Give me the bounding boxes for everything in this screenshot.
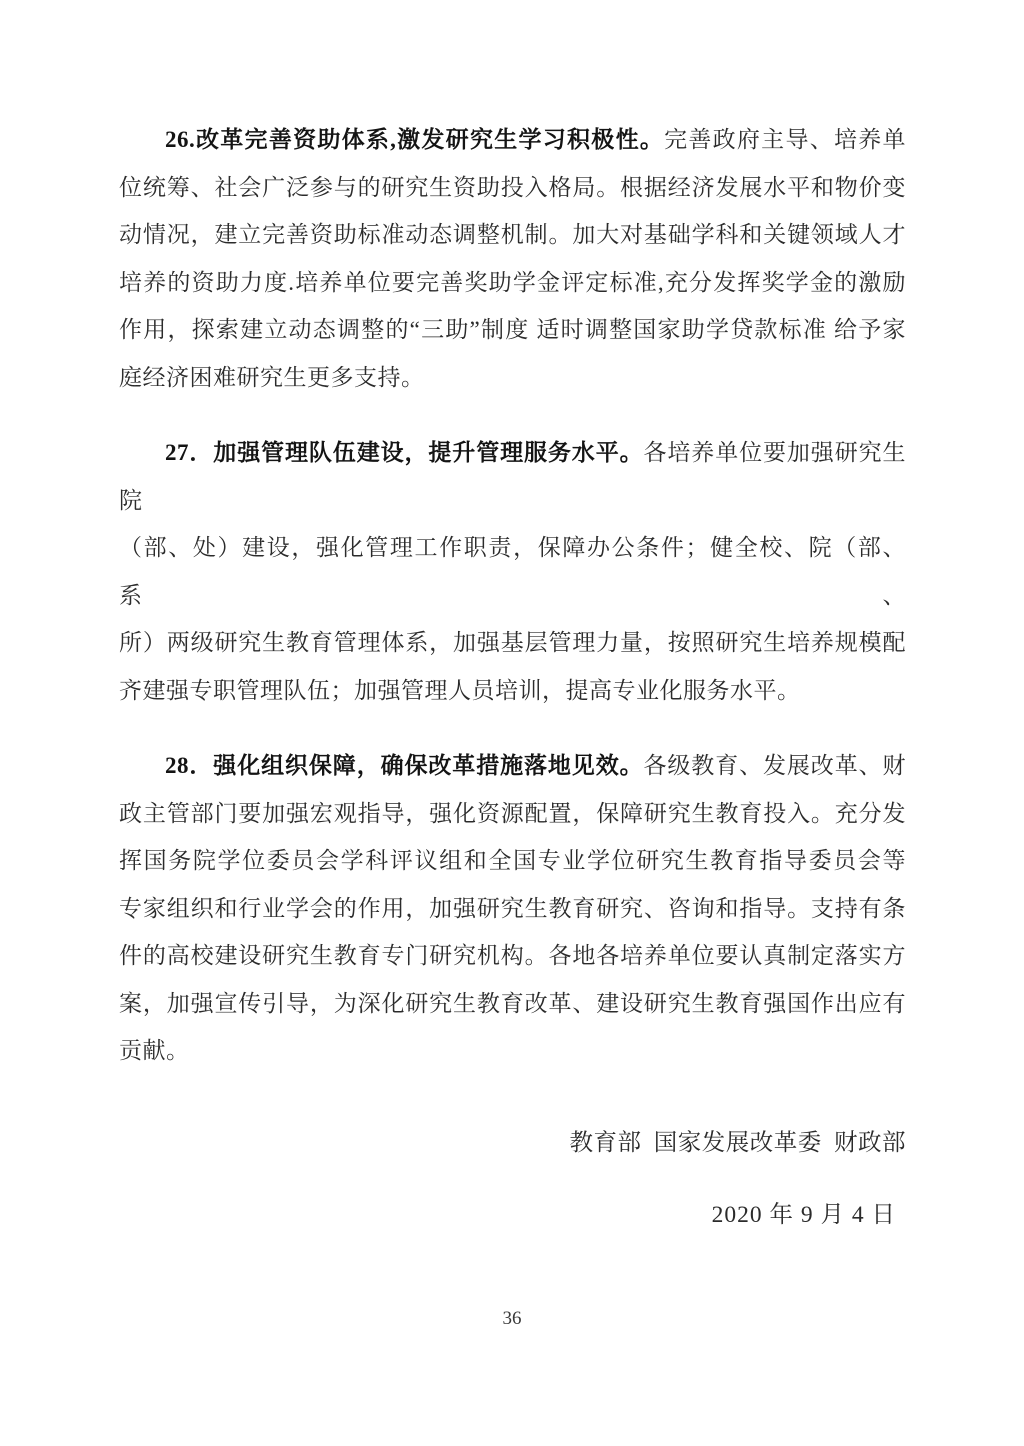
- paragraph-27: [119, 429, 906, 714]
- paragraph-body-text: 专家组织和行业学会的作用，加强研究生教育研究、咨询和指导。支持有条: [119, 895, 906, 921]
- paragraph-body-text: 培养的资助力度.培养单位要完善奖助学金评定标准,充分发挥奖学金的激励: [119, 269, 906, 295]
- paragraph-body-text: 贡献。: [119, 1038, 190, 1063]
- paragraph-line: [119, 354, 906, 402]
- paragraph-line: [119, 164, 906, 212]
- paragraph-line: [119, 932, 906, 980]
- paragraph-line: [119, 306, 906, 354]
- paragraph-line: [119, 742, 906, 790]
- paragraph-body-text: 各级教育、发展改革、财: [643, 753, 907, 778]
- paragraph-heading-text: 27．加强管理队伍建设，提升管理服务水平。: [165, 440, 644, 465]
- paragraph-body-text: 动情况，建立完善资助标准动态调整机制。加大对基础学科和关键领域人才: [119, 222, 906, 247]
- paragraph-line: [119, 116, 906, 164]
- paragraph-body-text: 案，加强宣传引导，为深化研究生教育改革、建设研究生教育强国作出应有: [119, 990, 906, 1016]
- paragraph-body-text: 政主管部门要加强宏观指导，强化资源配置，保障研究生教育投入。充分发: [119, 800, 906, 826]
- document-content: [119, 116, 906, 1240]
- paragraph-body-text: 各培养单位要加强研究生院: [119, 440, 907, 513]
- paragraph-line: [119, 1027, 906, 1075]
- paragraph-line: [119, 211, 906, 259]
- paragraph-line: [119, 619, 906, 667]
- paragraph-26: [119, 116, 906, 401]
- paragraph-28: [119, 742, 906, 1075]
- paragraph-line: [119, 790, 906, 838]
- paragraph-body-text: 作用，探索建立动态调整的“三助”制度 适时调整国家助学贷款标准 给予家: [119, 317, 906, 342]
- signature-line: 教育部 国家发展改革委 财政部: [569, 1129, 906, 1156]
- paragraph-heading-text: 28．强化组织保障，确保改革措施落地见效。: [165, 753, 644, 778]
- paragraphs-container: [119, 116, 906, 1075]
- paragraph-line: [119, 980, 906, 1028]
- paragraph-heading-text: 26.改革完善资助体系,激发研究生学习积极性。: [165, 127, 665, 152]
- date-line: 2020 年 9 月 4 日: [711, 1202, 896, 1228]
- paragraph-line: [119, 837, 906, 885]
- paragraph-body-text: 件的高校建设研究生教育专门研究机构。各地各培养单位要认真制定落实方: [119, 943, 906, 968]
- paragraph-line: [119, 524, 906, 619]
- page-number: 36: [502, 1308, 522, 1329]
- paragraph-line: [119, 667, 906, 715]
- paragraph-body-text: （部、处）建设，强化管理工作职责，保障办公条件；健全校、院（部、系、: [119, 535, 906, 608]
- paragraph-line: [119, 259, 906, 307]
- paragraph-body-text: 所）两级研究生教育管理体系，加强基层管理力量，按照研究生培养规模配: [119, 630, 906, 655]
- paragraph-body-text: 庭经济困难研究生更多支持。: [119, 364, 425, 390]
- paragraph-body-text: 位统筹、社会广泛参与的研究生资助投入格局。根据经济发展水平和物价变: [119, 174, 906, 200]
- paragraph-body-text: 齐建强专职管理队伍；加强管理人员培训，提高专业化服务水平。: [119, 677, 801, 703]
- paragraph-line: [119, 885, 906, 933]
- paragraph-body-text: 完善政府主导、培养单: [664, 127, 907, 152]
- paragraph-body-text: 挥国务院学位委员会学科评议组和全国专业学位研究生教育指导委员会等: [119, 848, 906, 873]
- paragraph-line: [119, 429, 906, 524]
